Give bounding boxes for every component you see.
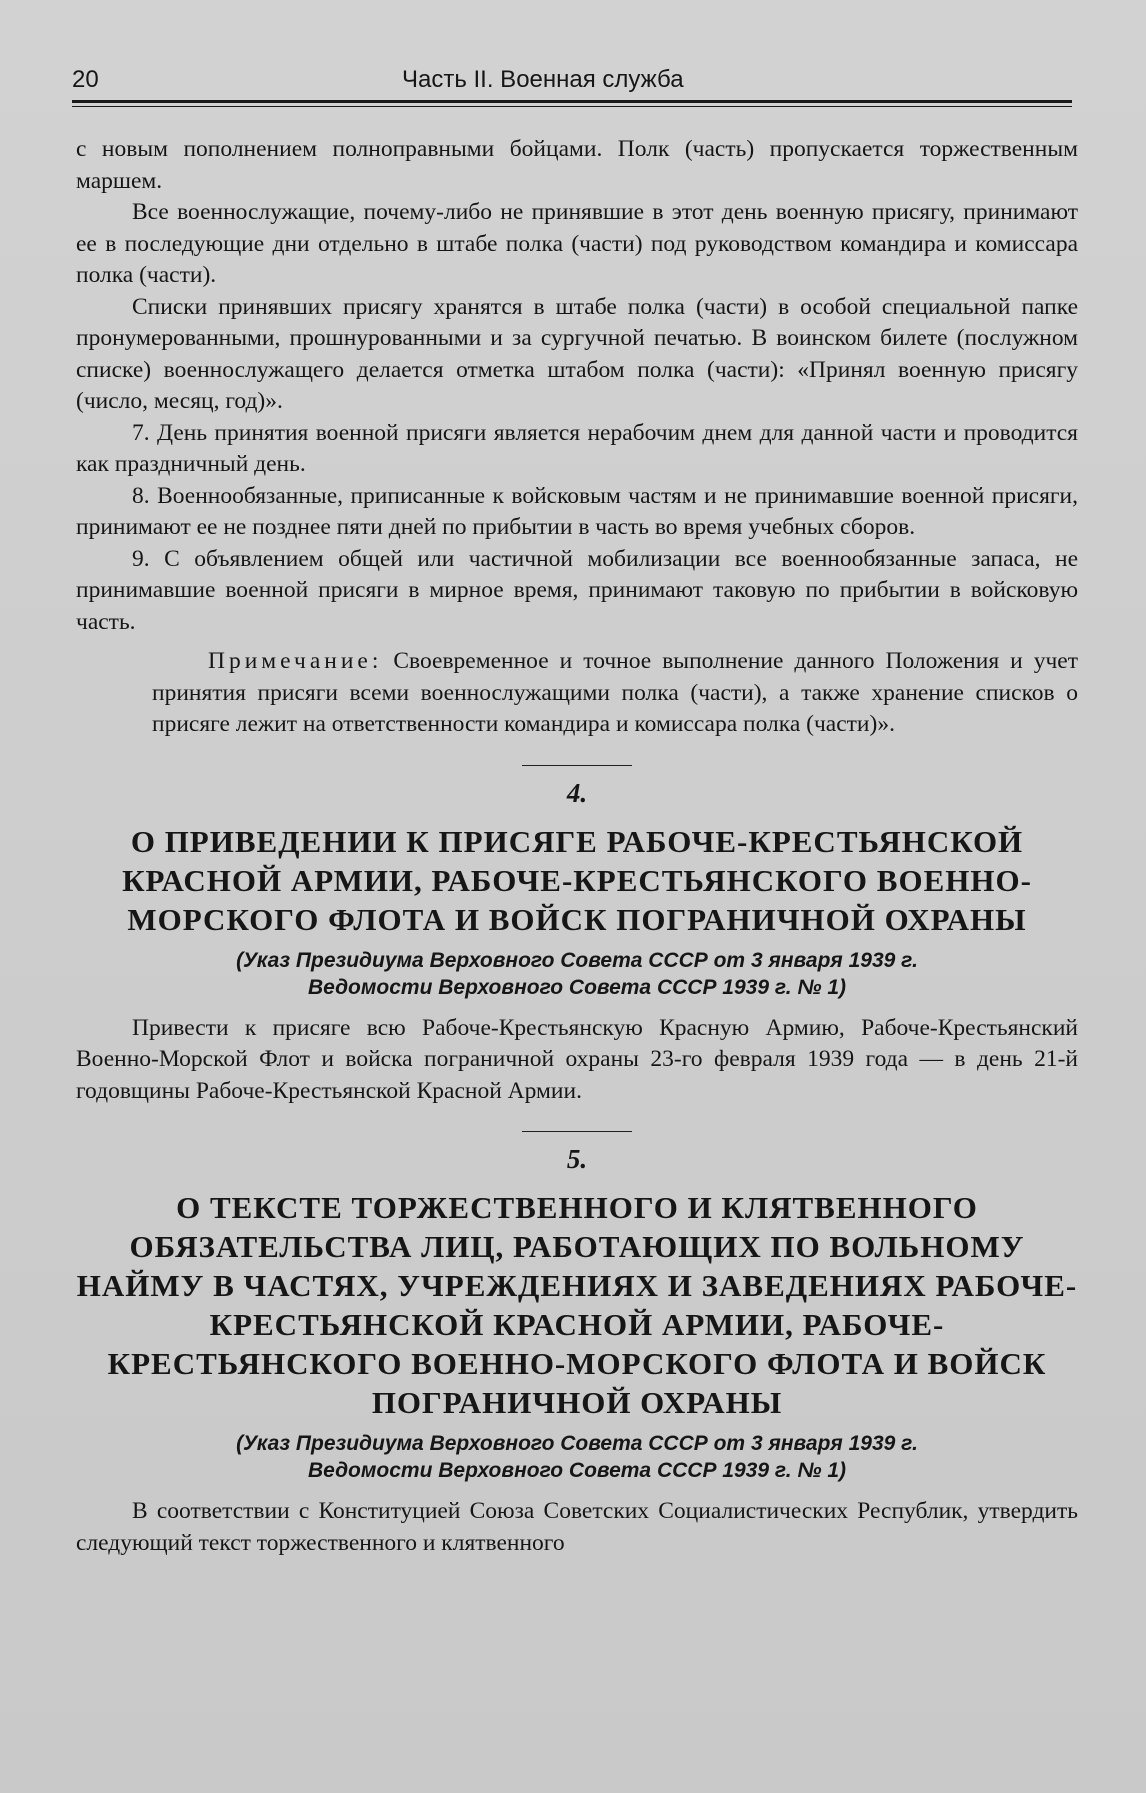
paragraph-item-7: 7. День принятия военной присяги является нерабочим днем для данной части и проводится как праздничный день.: [76, 419, 1078, 477]
page-number: 20: [72, 66, 99, 93]
paragraph-continued: с новым пополнением полноправными бойцами. Полк (часть) пропускается торжественным маршем.: [76, 136, 1078, 194]
section-source: [76, 947, 1078, 1001]
section-number: 4.: [566, 777, 588, 808]
paragraph-item-8: 8. Военнообязанные, приписанные к войсковым частям и не принимавшие военной присяги, принимают ее не позднее пяти дней по прибытии в часть во время учебных сборов.: [76, 482, 1078, 540]
section-number: 5.: [566, 1144, 588, 1174]
section-title: О ПРИВЕДЕНИИ К ПРИСЯГЕ РАБОЧЕ-КРЕСТЬЯНСКОЙ КРАСНОЙ АРМИИ, РАБОЧЕ-КРЕСТЬЯНСКОГО ВОЕННО-МОРСКОГО ФЛОТА И ВОЙСК ПОГРАНИЧНОЙ ОХРАНЫ: [122, 823, 1032, 937]
section-separator: [522, 765, 632, 766]
note-label: Примечание:: [208, 648, 383, 674]
running-head: Часть II. Военная служба: [402, 66, 684, 93]
note-text: Своевременное и точное выполнение данного Положения и учет принятия присяги всеми военнослужащими полка (части), а также хранение списков о присяге лежит на ответственности командира и комиссара полка (части)».: [152, 648, 1078, 737]
section-text: В соответствии с Конституцией Союза Советских Социалистических Республик, утвердить следующий текст торжественного и клятвенного: [76, 1498, 1078, 1556]
source-line: (Указ Президиума Верховного Совета СССР от 3 января 1939 г.: [236, 1432, 918, 1455]
source-line: Ведомости Верховного Совета СССР 1939 г. № 1): [307, 975, 847, 999]
header-rule: [72, 100, 1072, 103]
section-separator: [522, 1131, 632, 1132]
page-content: [76, 134, 1078, 1559]
paragraph: Все военнослужащие, почему-либо не принявшие в этот день военную присягу, принимают ее в последующие дни отдельно в штабе полка (части) под руководством командира и комиссара полка (части).: [76, 199, 1078, 288]
note-paragraph: [152, 646, 1078, 741]
header-rule-thin: [72, 106, 1072, 107]
paragraph-item-9: 9. С объявлением общей или частичной мобилизации все военнообязанные запаса, не принимавшие военной присяги в мирное время, принимают таковую по прибытии в войсковую часть.: [76, 545, 1078, 635]
source-line: Ведомости Верховного Совета СССР 1939 г. № 1): [307, 1459, 847, 1482]
page-header: [72, 62, 1072, 98]
section-title: О ТЕКСТЕ ТОРЖЕСТВЕННОГО И КЛЯТВЕННОГО ОБЯЗАТЕЛЬСТВА ЛИЦ, РАБОТАЮЩИХ ПО ВОЛЬНОМУ НАЙМУ В ЧАСТЯХ, УЧРЕЖДЕНИЯХ И ЗАВЕДЕНИЯХ РАБОЧЕ-КРЕСТЬЯНСКОЙ КРАСНОЙ АРМИИ, РАБОЧЕ-КРЕСТЬЯНСКОГО ВОЕННО-МОРСКОГО ФЛОТА И ВОЙСК ПОГРАНИЧНОЙ ОХРАНЫ: [76, 1190, 1078, 1420]
section-source: [76, 1430, 1078, 1484]
paragraph: Списки принявших присягу хранятся в штабе полка (части) в особой специальной папке пронумерованными, прошнурованными и за сургучной печатью. В воинском билете (послужном списке) военнослужащего делается отметка штабом полка (части): «Принял военную присягу (число, месяц, год)».: [76, 293, 1078, 414]
source-line: (Указ Президиума Верховного Совета СССР от 3 января 1939 г.: [236, 948, 918, 972]
section-text: Привести к присяге всю Рабоче-Крестьянскую Красную Армию, Рабоче-Крестьянский Военно-Морской Флот и войска пограничной охраны 23-го февраля 1939 года — в день 21-й годовщины Рабоче-Крестьянской Красной Армии.: [76, 1014, 1078, 1104]
